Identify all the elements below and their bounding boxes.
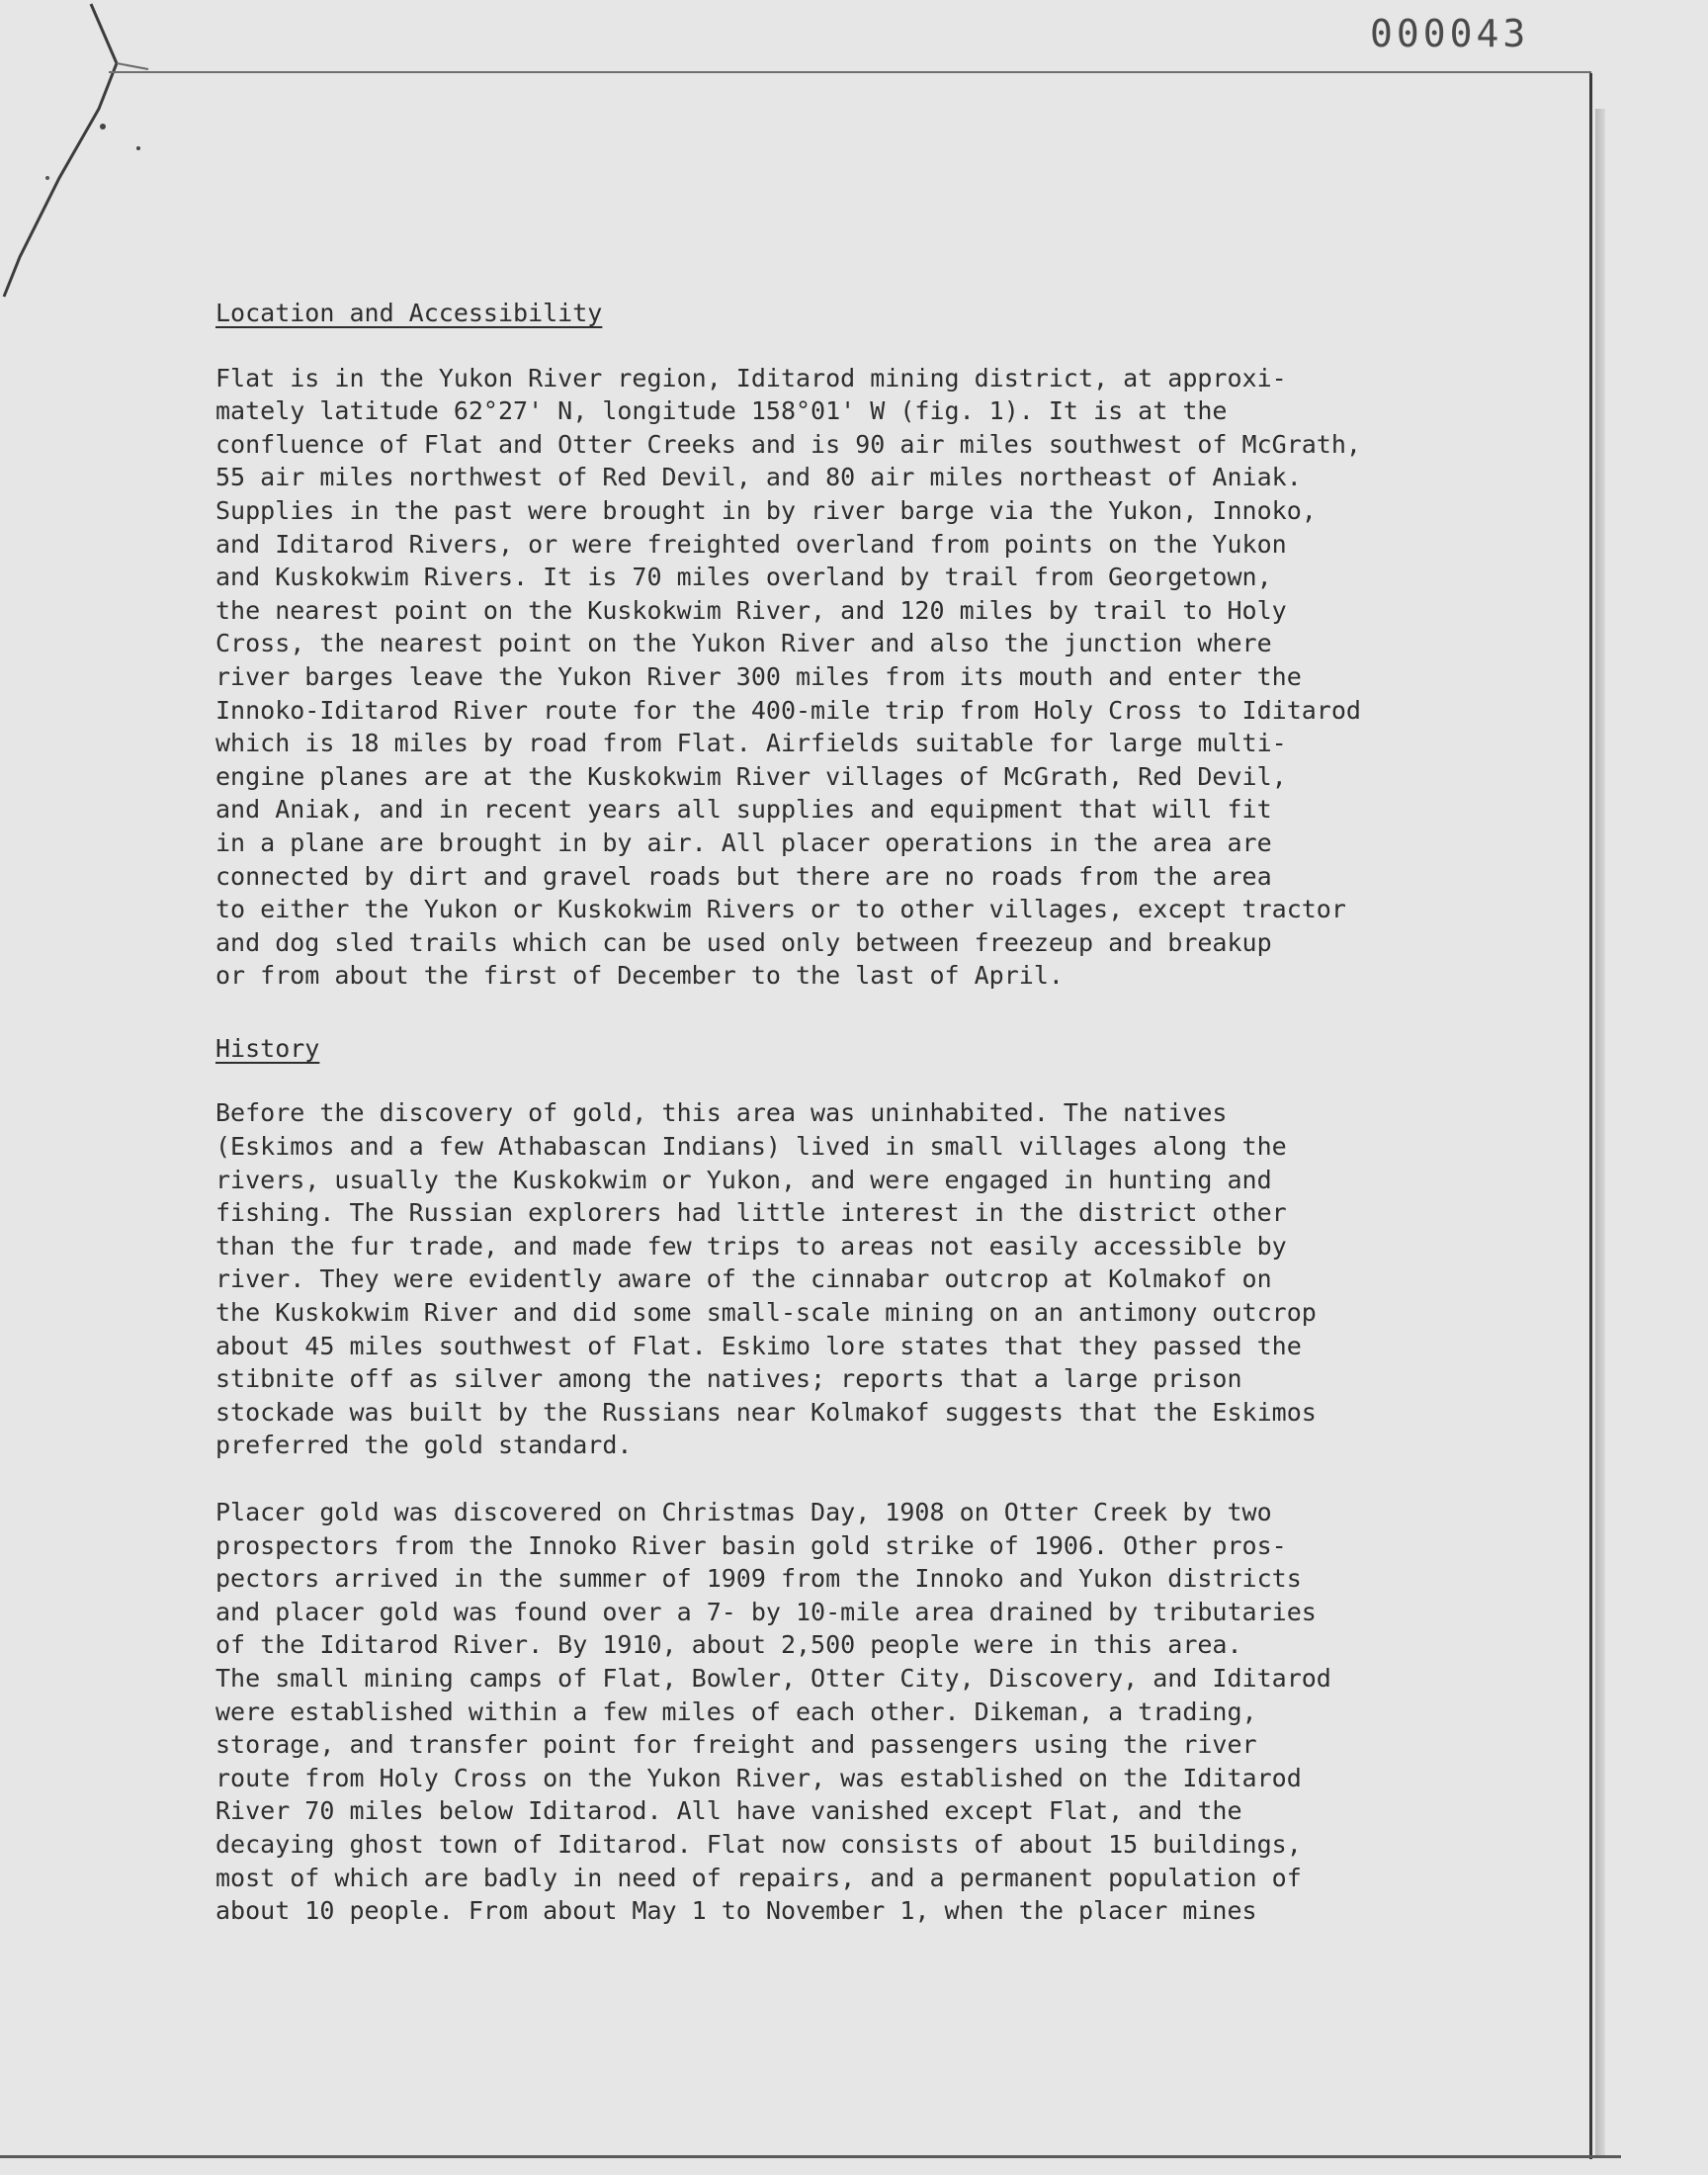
section-heading-history: History <box>215 1033 320 1063</box>
torn-corner-mark <box>0 0 158 316</box>
sheet-right-shadow <box>1595 109 1605 2155</box>
page-number: 000043 <box>1370 12 1530 55</box>
paragraph-history-1: Before the discovery of gold, this area was uninhabited. The natives (Eskimos and a few Athabascan Indians) lived in small villages along the rivers, usually the Kuskokwim or Yukon, and were engaged in hunting and fishing. The Russian explorers had little interest in the district other than the fur trade, and made few trips to areas not easily accessible by river. They were evidently aware of the cinnabar outcrop at Kolmakof on the Kuskokwim River and did some small-scale mining on an antimony outcrop about 45 miles southwest of Flat. Eskimo lore states that they passed the stibnite off as silver among the natives; reports that a large prison stockade was built by the Russians near Kolmakof suggests that the Eskimos preferred the gold standard. <box>215 1098 1317 1460</box>
sheet-right-edge <box>1589 73 1592 2159</box>
document-body <box>215 297 1510 1928</box>
sheet-bottom-edge <box>0 2155 1621 2158</box>
paragraph-location: Flat is in the Yukon River region, Iditarod mining district, at approxi- mately latitude 62°27' N, longitude 158°01' W (fig. 1). It is at the confluence of Flat and Otter Creeks and is 90 air miles southwest of McGrath, 55 air miles northwest of Red Devil, and 80 air miles northeast of Aniak. Supplies in the past were brought in by river barge via the Yukon, Innoko, and Iditarod Rivers, or were freighted overland from points on the Yukon and Kuskokwim Rivers. It is 70 miles overland by trail from Georgetown, the nearest point on the Kuskokwim River, and 120 miles by trail to Holy Cross, the nearest point on the Yukon River and also the junction where river barges leave the Yukon River 300 miles from its mouth and enter the Innoko-Iditarod River route for the 400-mile trip from Holy Cross to Iditarod which is 18 miles by road from Flat. Airfields suitable for large multi- engine planes are at the Kuskokwim River villages of McGrath, Red Devil, and Aniak, and in recent years all supplies and equipment that will fit in a plane are brought in by air. All placer operations in the area are connected by dirt and gravel roads but there are no roads from the area to either the Yukon or Kuskokwim Rivers or to other villages, except tractor and dog sled trails which can be used only between freezeup and breakup or from about the first of December to the last of April. <box>215 363 1361 991</box>
paragraph-history-2: Placer gold was discovered on Christmas Day, 1908 on Otter Creek by two prospectors from the Innoko River basin gold strike of 1906. Other pros- pectors arrived in the summer of 1909 from the Innoko and Yukon districts and placer gold was found over a 7- by 10-mile area drained by tributaries of the Iditarod River. By 1910, about 2,500 people were in this area. The small mining camps of Flat, Bowler, Otter City, Discovery, and Iditarod were established within a few miles of each other. Dikeman, a trading, storage, and transfer point for freight and passengers using the river route from Holy Cross on the Yukon River, was established on the Iditarod River 70 miles below Iditarod. All have vanished except Flat, and the decaying ghost town of Iditarod. Flat now consists of about 15 buildings, most of which are badly in need of repairs, and a permanent population of about 10 people. From about May 1 to November 1, when the placer mines <box>215 1498 1331 1926</box>
section-heading-location: Location and Accessibility <box>215 299 603 327</box>
sheet-top-edge <box>109 71 1591 73</box>
